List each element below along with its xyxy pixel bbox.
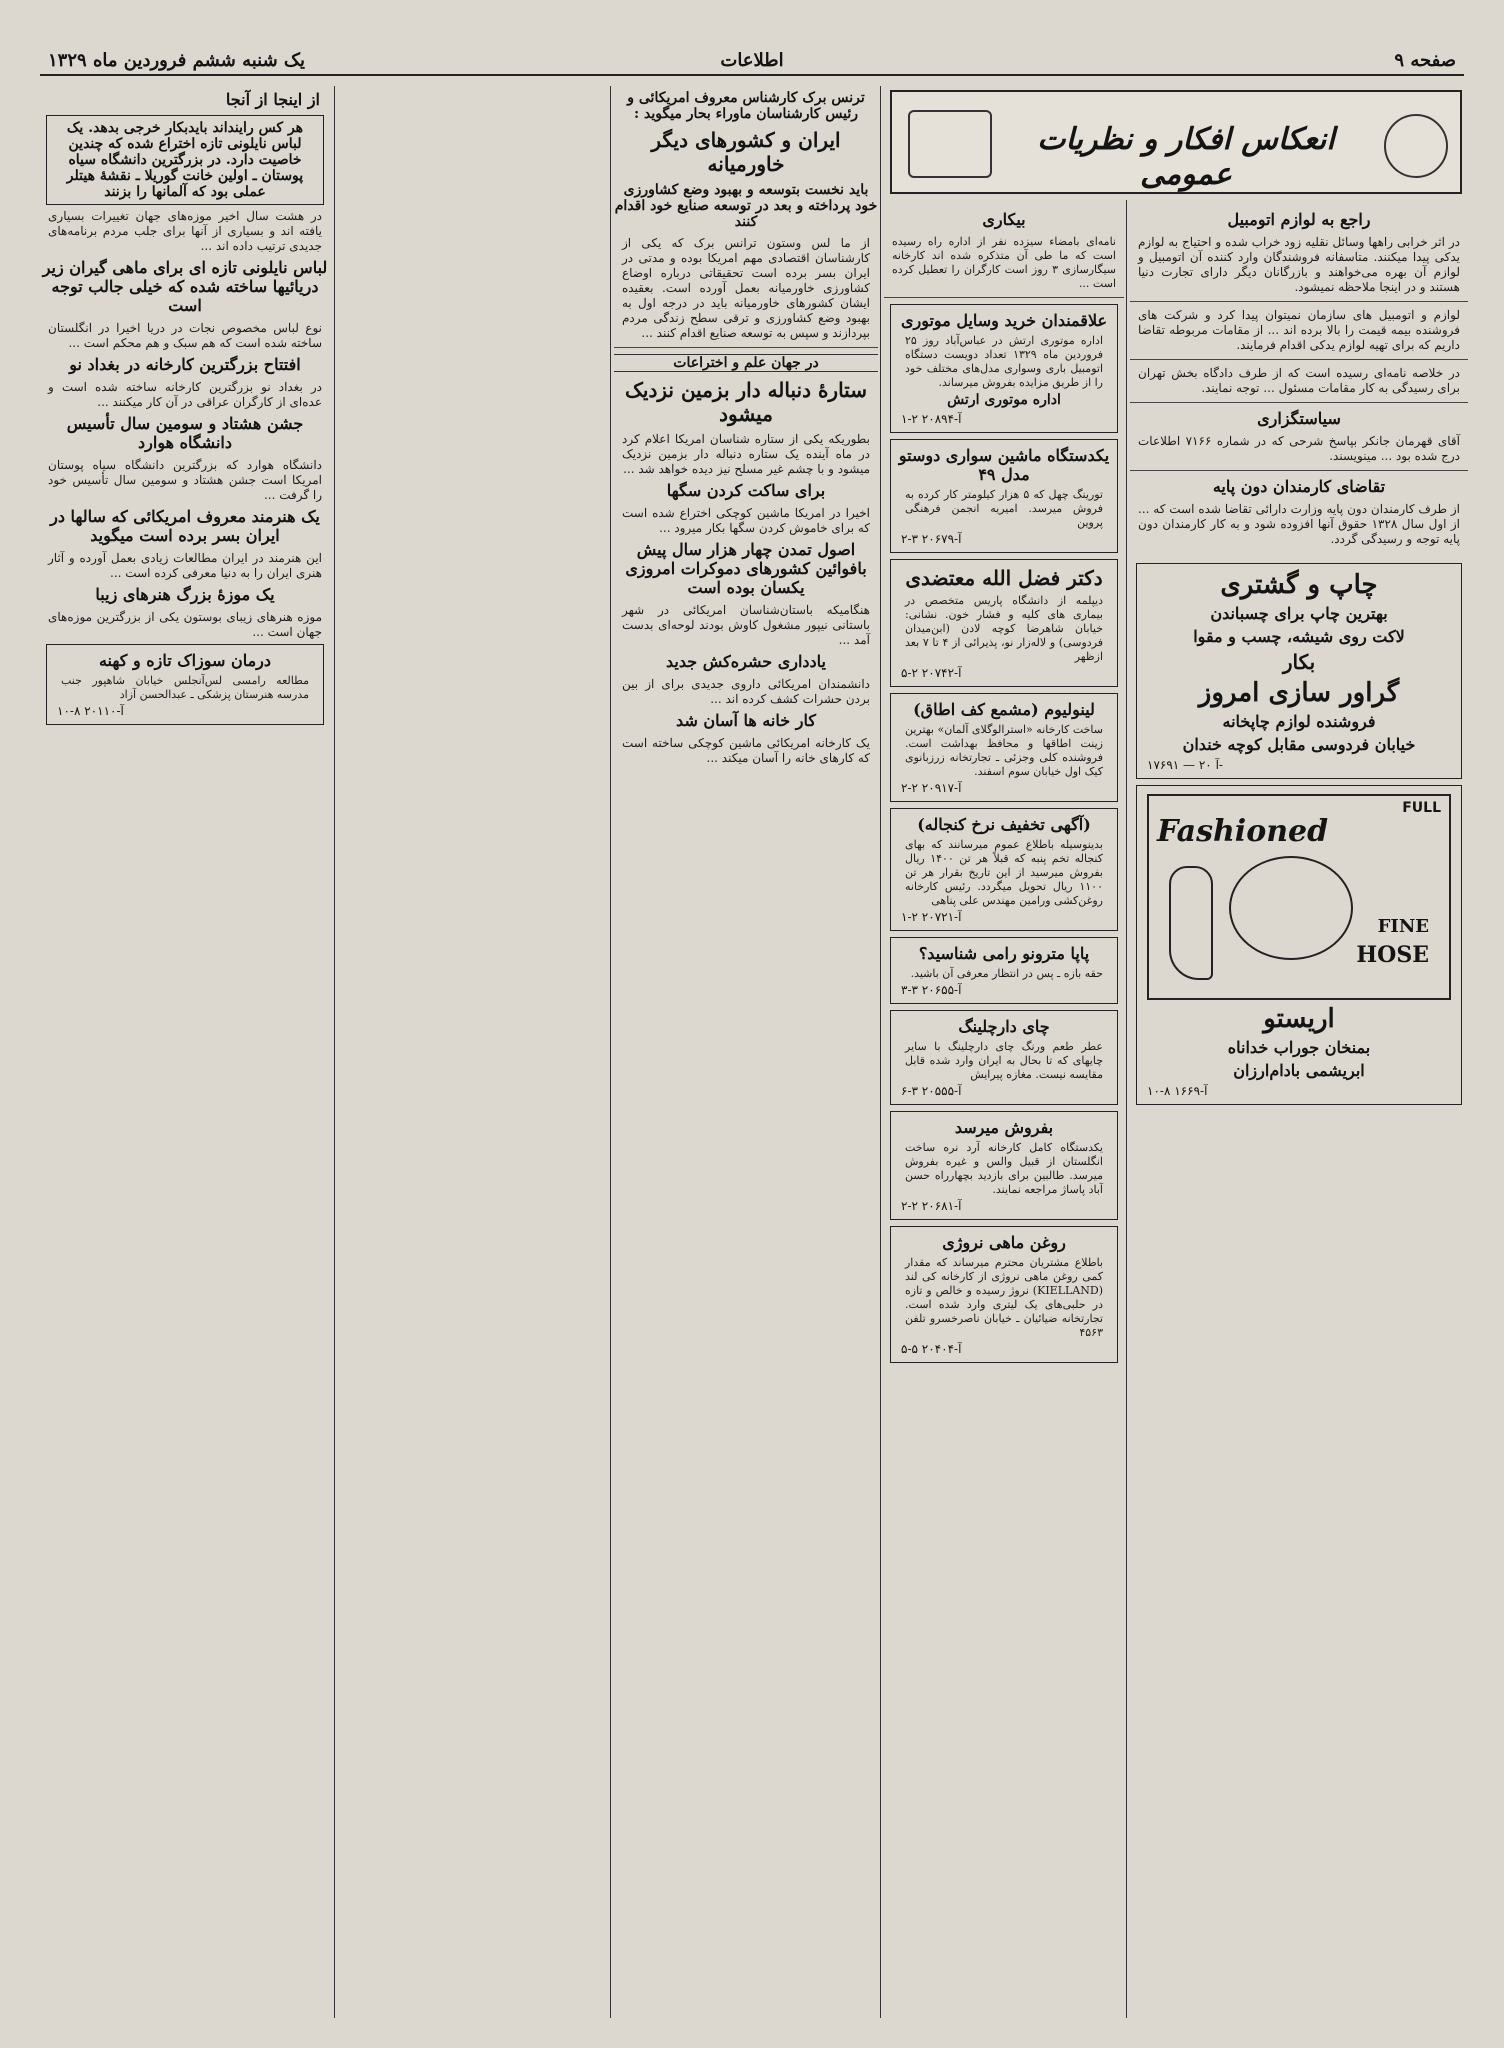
headline: یک هنرمند معروف امریکائی که سالها در ایران بسر برده است میگوید [50,507,320,545]
ad-car-sale [890,439,1118,553]
column-center-right [884,206,1124,2018]
opinion-banner [890,90,1462,194]
ad-doctor [890,559,1118,687]
ad-title: دکتر فضل الله معتضدی [905,566,1103,590]
ad-line: بکار [1282,650,1316,674]
ad-code: آ-۲۰۸۹۴ ۲-۱ [901,412,962,426]
article-body: از طرف کارمندان دون پایه وزارت دارائی تقاضا شده است که ... از اول سال ۱۳۲۸ حقوق آنها افزوده شود و به کار کارمندان دون پایه توجه و رسیدگی گردد. [1138,502,1461,546]
ad-mill-sale [890,1111,1118,1220]
article-body: هنگامیکه باستان‌شناسان امریکائی در شهر باستانی نیپور مشغول کاوش بودند لوحه‌ای بدست آمد ... [622,603,870,647]
article-body: نوع لباس مخصوص نجات در دریا اخیرا در انگلستان ساخته شده است که هم سبک و هم محکم است ... [48,321,322,350]
ad-line: ابریشمی بادام‌ارزان [1233,1061,1365,1080]
article-title: تقاضای کارمندان دون پایه [1212,477,1386,496]
article-auto-parts [1130,210,1468,295]
article-body: در اثر خرابی راهها وسائل نقلیه زود خراب شده و احتیاج به لوازم یدکی پیدا میکنند. متاسفانه فروشندگان وارد کننده آن اتومبیل و لوازم آن بهره می‌خواهند و بازرگانان دیگر دارای تجارت دنیا هستند و در اینجا ملاحظه نمیشود. [1138,235,1460,294]
column-separator [610,86,611,2018]
ad-papa [890,937,1118,1004]
ad-line: بهترین چاپ برای چسباندن [1210,604,1388,623]
ad-code: آ-۲۰۱۱۰ ۸-۱۰ [57,704,124,718]
ad-title: علاقمندان خرید وسایل موتوری [900,311,1108,330]
ad-body: مطالعه رامسی لس‌آنجلس خیابان شاهپور جنب مدرسه هنرستان پزشکی ـ عبدالحسن آزاد [61,674,309,701]
article-body: در هشت سال اخیر موزه‌های جهان تغییرات بسیاری یافته اند و بسیاری از آنها برای جلب مردم برنامه‌های جدیدی ترتیب داده اند ... [48,209,322,253]
stocking-icon [1169,866,1213,980]
dateline: یک شنبه ششم فروردین ماه ۱۳۲۹ [48,50,306,71]
column-left [40,86,330,2018]
article-body: در بغداد نو بزرگترین کارخانه ساخته شده است و عده‌ای از کارگران عراقی در آن کار میکنند ... [48,380,322,409]
brand-fashioned: Fashioned [1157,814,1329,849]
ad-title: روغن ماهی نروژی [942,1233,1066,1252]
headline: افتتاح بزرگترین کارخانه در بغداد نو [69,355,301,374]
ad-title: بفروش میرسد [954,1118,1054,1137]
ad-line: گراور سازی امروز [1198,678,1400,708]
article-body: آقای قهرمان جانکر بپاسخ شرحی که در شماره ۷۱۶۶ اطلاعات درج شده بود ... مینویسند. [1138,434,1460,463]
ad-code: آ-۲۰۷۴۲ ۲-۵ [901,666,962,680]
leg-illustration-icon [1229,856,1353,960]
ad-body: ساخت کارخانه «استرالوگلای آلمان» بهترین زینت اطاقها و محافظ بهداشت است. فروشنده کلی وجزئی ـ تجارتخانه زرزبانوی کیک اول خیابان سوم اسفند. [905,723,1103,778]
article-body: اخیرا در امریکا ماشین کوچکی اختراع شده است که برای خاموش کردن سگها بکار میرود ... [622,506,870,535]
headline: اصول تمدن چهار هزار سال پیش بافوائین کشورهای دموکرات امروزی یکسان بوده است [625,540,867,597]
ad-fish-oil [890,1226,1118,1363]
ad-body: حقه بازه ـ پس در انتظار معرفی آن باشید. [910,967,1103,980]
ad-code: آ-۲۰۶۸۱ ۲-۲ [901,1199,962,1213]
headline-box: هر کس راینداند بایدبکار خرجی بدهد. یک لباس نایلونی تازه اختراع شده که چندین خاصیت دارد. در بزرگترین دانشگاه سیاه پوستان ـ اولین خانت گوریلا ـ نقشهٔ هیتلر عملی بود که آلمانها را بزنند [46,115,324,205]
ad-code: آ-۱۶۶۹ ۸-۱۰ [1147,1084,1208,1098]
ad-motor-auction [890,304,1118,433]
article-body: از ما لس وستون ترانس برک که یکی از کارشناسان اقتصادی مهم امریکا بوده و مدتی در ایران بسر برده است تحقیقاتی درباره اوضاع کشاورزی خاورمیانه بعمل آورده است. بعقیده ایشان کشورهای خاورمیانه باید در درجه اول به بهبود وضع کشاورزی و ترقی سطح زندگی مردم بپردازند و سپس به توسعه صنایع اقدام کنند ... [622,236,870,340]
headline: یادداری حشره‌کش جدید [666,652,826,671]
headline: جشن هشتاد و سومین سال تأسیس دانشگاه هوارد [66,414,304,452]
ad-code: ۱۷۶۹۱ — آ ۲۰- [1147,758,1223,772]
masthead [40,50,1464,76]
ad-body: تورینگ چهل که ۵ هزار کیلومتر کار کرده به فروش میرسد. امیریه انجمن فرهنگی پروین [905,488,1103,529]
article-title: راجع به لوازم اتومبیل [1227,210,1371,229]
article-body: این هنرمند در ایران مطالعات زیادی بعمل آورده و آثار هنری ایران را به دنیا معرفی کرده است ... [48,551,322,580]
crowd-illustration-icon [908,110,992,178]
headline: کار خانه ها آسان شد [676,711,816,730]
section-label: از اینجا از آنجا [225,90,320,109]
ad-code: آ-۲۰۶۵۵ ۳-۳ [901,983,962,997]
ad-line: فروشنده لوازم چاپخانه [1222,712,1376,731]
brand-fine: FINE [1377,916,1429,937]
ad-title: یکدستگاه ماشین سواری دوستو مدل ۴۹ [898,446,1110,484]
ad-code: آ-۲۰۷۲۱ ۲-۱ [901,910,962,924]
article-title: سیاستگزاری [1257,409,1341,428]
ad-title: پاپا مترونو رامی شناسید؟ [918,944,1090,963]
brand-full: FULL [1402,800,1441,816]
ad-body: اداره موتوری ارتش در عباس‌آباد روز ۲۵ فروردین ماه ۱۳۲۹ تعداد دویست دستگاه اتومبیل باری وسواری مدل‌های مختلف خود را از طریق مزایده بفروش میرساند. [905,334,1103,389]
headline: برای ساکت کردن سگها [666,481,826,500]
headline: لباس نایلونی تازه ای برای ماهی گیران زیر دریائیها ساخته شده که خیلی جالب توجه است [42,258,328,315]
column-center [614,86,878,2018]
ad-line: خیابان فردوسی مقابل کوچه خندان [1182,735,1416,754]
ad-code: آ-۲۰۴۰۴ ۵-۵ [901,1342,962,1356]
ad-print-shop [1136,563,1462,779]
article-body: لوازم و اتومبیل های سازمان نمیتوان پیدا کرد و شرکت های فروشنده بیمه قیمت را بالا برده اند ... از مقامات مربوطه تقاضا داریم که برای تهیه لوازم یدکی اقدام فرمایند. [1138,308,1460,352]
article-body: بطوریکه یکی از ستاره شناسان امریکا اعلام کرد در ماه آینده یک ستاره دنباله دار بزمین نزدیک میشود و با چشم غیر مسلح نیز دیده خواهد شد ... [622,432,870,476]
reader-illustration-icon [1384,114,1448,178]
brief-body: نامه‌ای بامضاء سیزده نفر از اداره راه رسیده است که ما طی آن متذکره شده اند کارخانه سیگارسازی ۳ روز است کارگران را تعطیل کرده است ... [892,235,1116,290]
article-body: موزه هنرهای زیبای بوستون یکی از بزرگترین موزه‌های جهان است ... [48,610,322,639]
headline: ایران و کشورهای دیگر خاورمیانه [651,128,841,176]
page-label: صفحه ۹ [1394,50,1456,71]
ad-title: درمان سوزاک تازه و کهنه [98,651,272,670]
column-separator [334,86,335,2018]
banner-title: انعکاس افکار و نظریات عمومی [1037,122,1335,192]
article-body: دانشگاه هوارد که بزرگترین دانشگاه سیاه پوستان امریکا است جشن هشتاد و سومین سال تأسیس خود را گرفت ... [48,458,322,502]
article-body: در خلاصه نامه‌ای رسیده است که از طرف دادگاه بخش تهران برای رسیدگی به کار مقامات مسئول ... توجه نمایند. [1138,366,1460,395]
ad-hosiery [1136,785,1462,1105]
ad-body: دیپلمه از دانشگاه پاریس متخصص در بیماری های کلیه و فشار خون. نشانی: خیابان شاهرضا کوچه لادن (ابن‌میدان فردوسی) و لاله‌زار نو، پذیرائی از ۴ تا ۷ بعد ازظهر [905,594,1104,663]
headline: یک موزهٔ بزرگ هنرهای زیبا [95,585,275,604]
ad-code: آ-۲۰۹۱۷ ۲-۲ [901,781,962,795]
brief-title: بیکاری [982,210,1026,229]
article-body: دانشمندان امریکائی داروی جدیدی برای از بین بردن حشرات کشف کرده اند ... [622,677,870,706]
column-right [1130,206,1468,2018]
hosiery-logo [1147,794,1451,1000]
ad-line: اریستو [1263,1004,1335,1034]
ad-body: یکدستگاه کامل کارخانه آرد نره ساخت انگلستان از قبیل والس و غیره بفروش میرسد. طالبین برای بازدید بچهارراه حسن آباد پاساژ مراجعه نمایند. [905,1141,1103,1196]
ad-linoleum [890,693,1118,802]
ad-line: چاپ و گشتری [1220,570,1378,600]
ad-title: (آگهی تخفیف نرخ کنجاله) [917,815,1091,834]
subhead: باید نخست بتوسعه و بهبود وضع کشاورزی خود پرداخته و بعد در توسعه صنایع خود اقدام کنند [614,182,878,230]
ad-title: چای دارچلینگ [958,1017,1050,1036]
headline: ستارهٔ دنباله دار بزمین نزدیک میشود [625,378,867,426]
ad-sign: اداره موتوری ارتش [947,392,1061,408]
ad-code: آ-۲۰۶۷۹ ۳-۲ [901,532,962,546]
section-label: در جهان علم و اختراعات [614,354,878,372]
article-body: یک کارخانه امریکائی ماشین کوچکی ساخته است که کارهای خانه را آسان میکند ... [622,736,870,765]
ad-treatment [46,644,324,725]
brief-unemployment [884,206,1124,291]
kicker: ترنس برک کارشناس معروف امریکائی و رئیس کارشناسان ماوراء بحار میگوید : [627,90,865,122]
ad-line: بمنخان جوراب خداناه [1227,1038,1371,1057]
ad-body: بدینوسیله باطلاع عموم میرسانند که بهای کنجاله تخم پنبه که قبلاً هر تن ۱۴۰۰ ریال بفروش میرسید از این تاریخ بقرار هر تن ۱۱۰۰ ریال تحویل میگردد. رئیس کارخانه روغن‌کشی ورامین مهندس علی پناهی [905,838,1103,907]
column-separator [1126,200,1127,2018]
ad-body: عطر طعم ورنگ چای دارچلینگ با سایر چایهای که تا بحال به ایران وارد شده قابل مقایسه نیست. مغازه پیرایش [905,1040,1103,1081]
ad-title: لینولیوم (مشمع کف اطاق) [913,700,1095,719]
ad-code: آ-۲۰۵۵۵ ۳-۶ [901,1084,962,1098]
column-separator [880,86,881,2018]
ad-line: لاکت روی شیشه، چسب و مقوا [1193,627,1405,646]
article-policy [1130,409,1468,464]
brand-hose: HOSE [1356,942,1429,968]
ad-tea [890,1010,1118,1105]
ad-body: باطلاع مشتریان محترم میرساند که مقدار کمی روغن ماهی نروژی از کارخانه کی لند (KIELLAND) نروژ رسیده و خالص و تازه در حلبی‌های یک لیتری وارد شده است. تجارتخانه ضیائیان ـ خیابان ناصرخسرو تلفن ۴۵۶۳ [905,1256,1103,1339]
article-employees [1130,477,1468,547]
paper-name: اطلاعات [720,50,784,71]
ad-cottonseed [890,808,1118,931]
opinion-banner-area [884,86,1468,206]
top-briefs [884,206,1124,291]
